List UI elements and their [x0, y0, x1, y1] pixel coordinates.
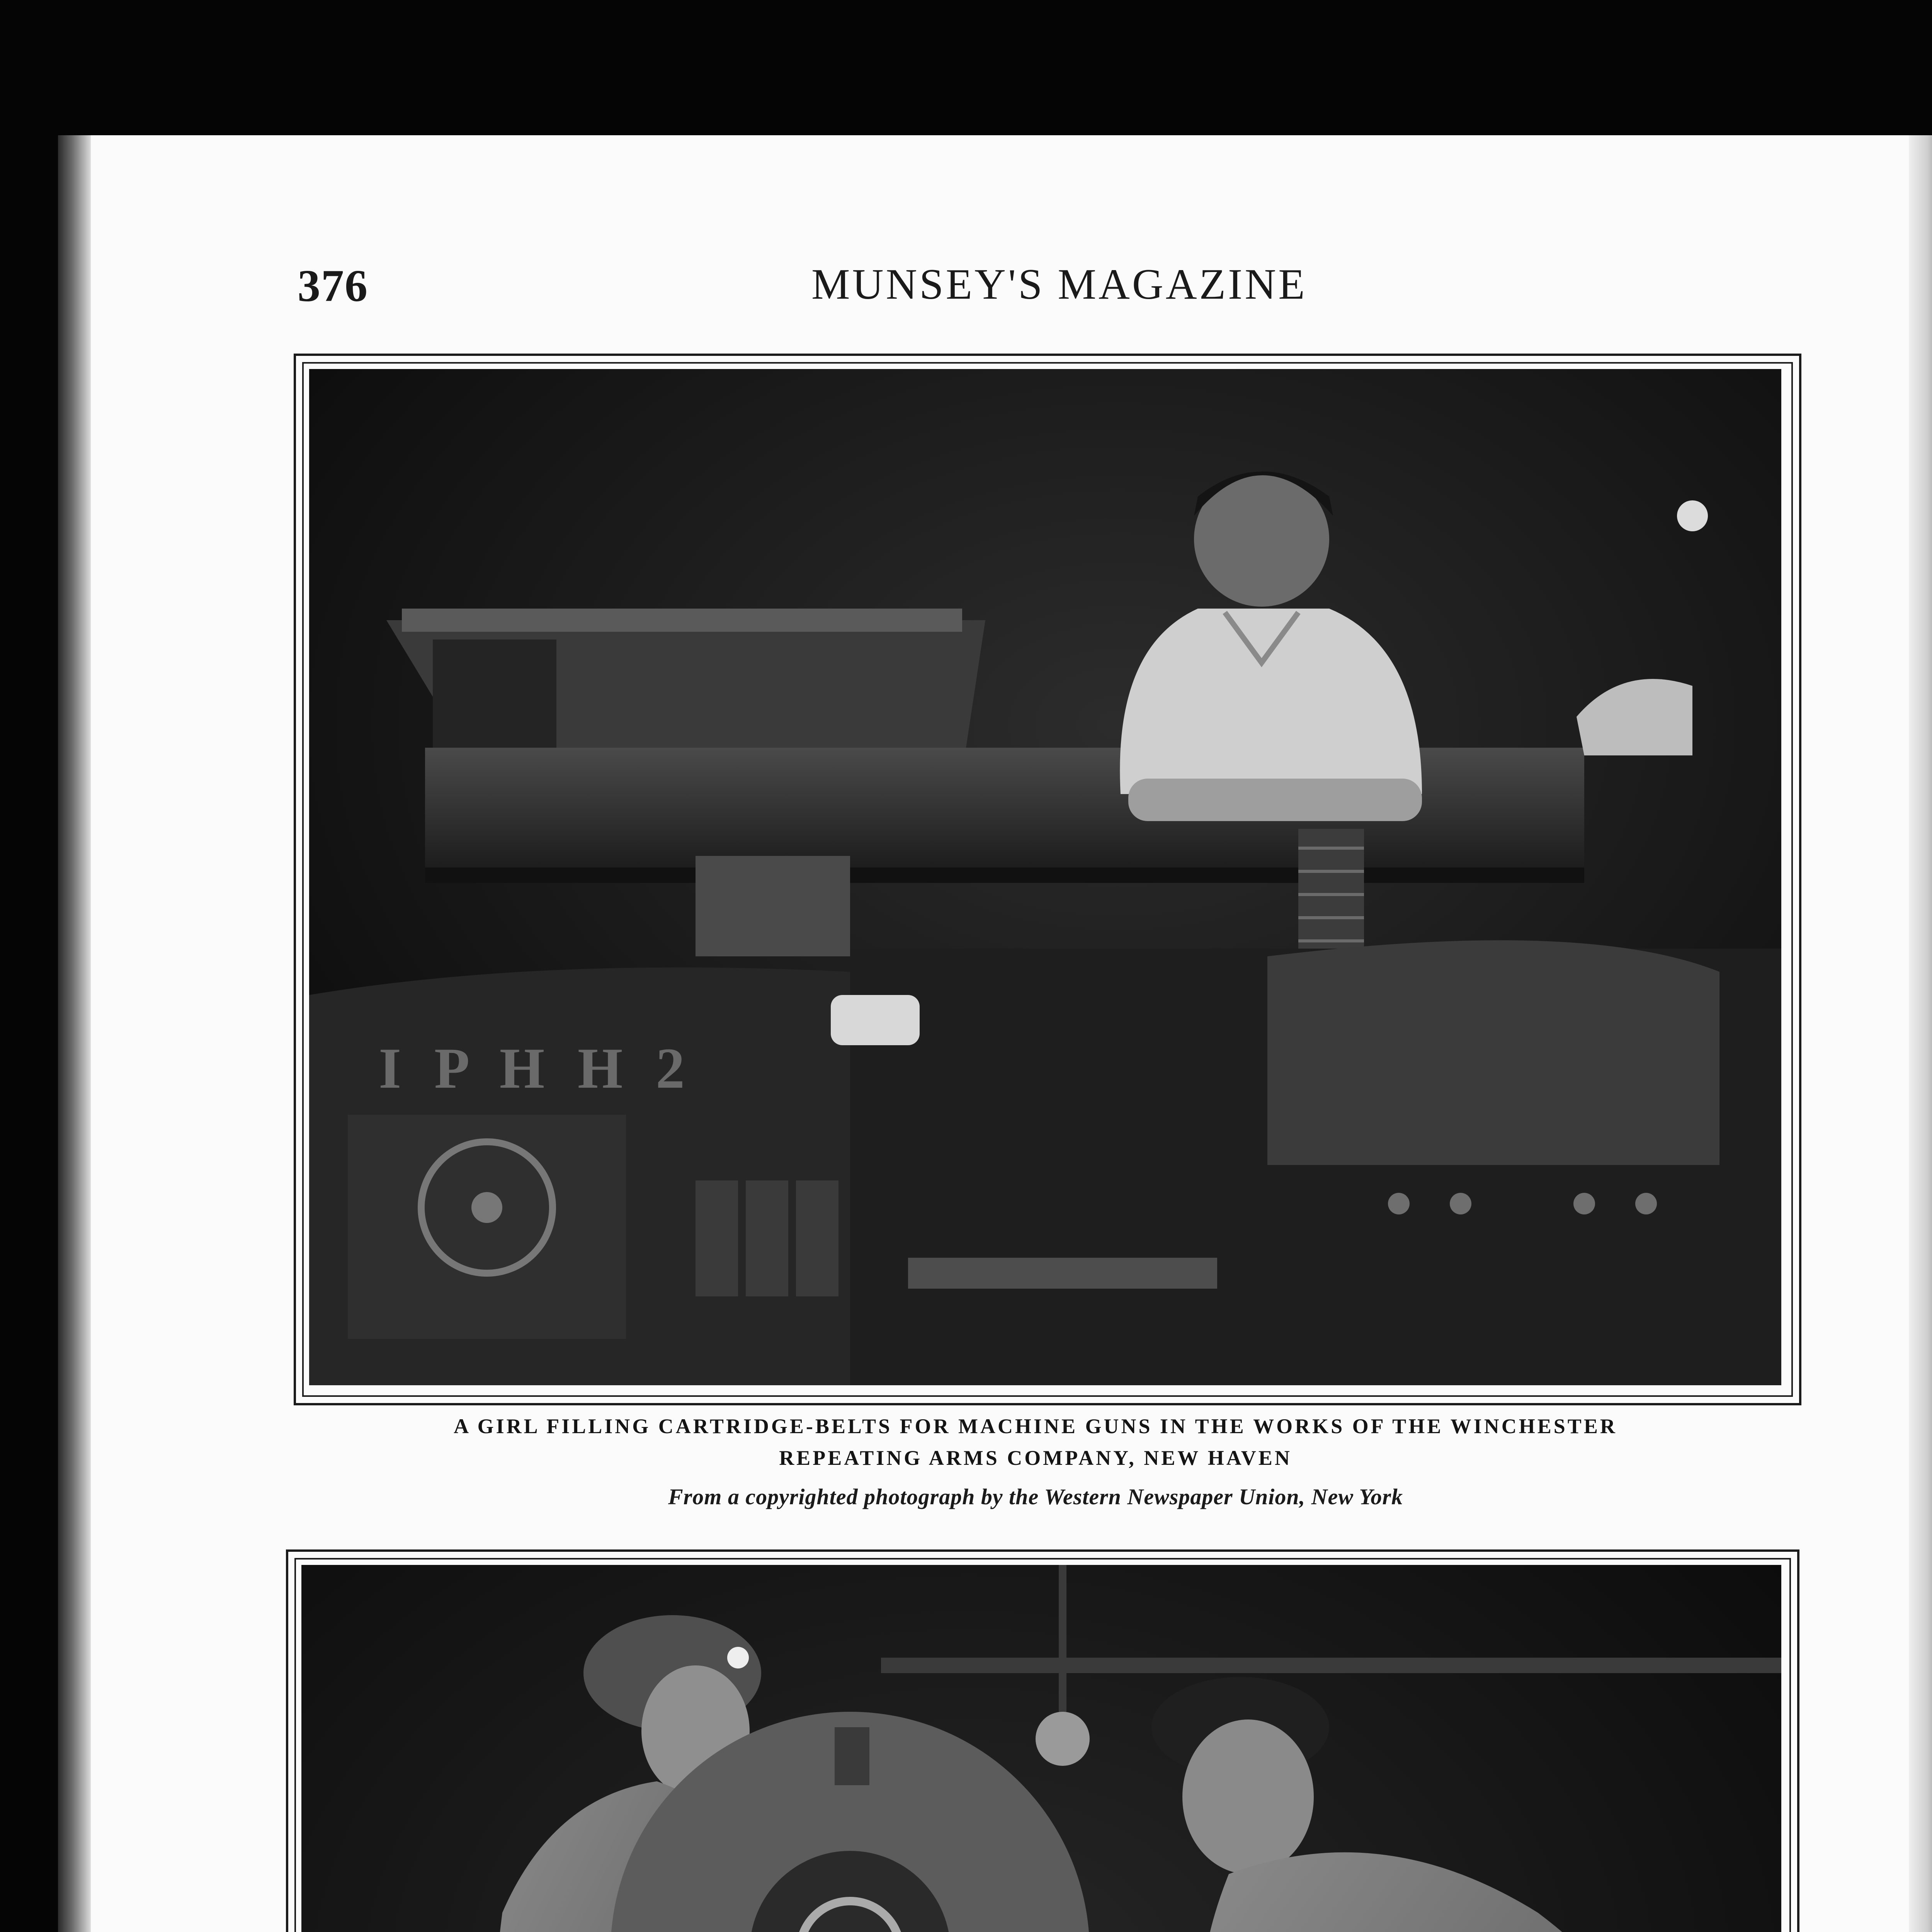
running-head: MUNSEY'S MAGAZINE [811, 260, 1307, 308]
photo-lathe-instruction [301, 1565, 1781, 1932]
photo-cartridge-belts-image [309, 369, 1781, 1385]
machine-marking: I P H H 2 [379, 1036, 694, 1100]
page-number: 376 [298, 260, 368, 311]
page-spine-shadow [58, 135, 93, 1932]
caption-1-line-1: A GIRL FILLING CARTRIDGE-BELTS FOR MACHINE GUNS IN THE WORKS OF THE WINCHESTER [454, 1415, 1617, 1438]
photo-cartridge-belts [309, 369, 1781, 1385]
photo-credit-1: From a copyrighted photograph by the Western Newspaper Union, New York [668, 1484, 1403, 1509]
page-gutter [1909, 135, 1932, 1932]
photo-lathe-instruction-image [301, 1565, 1781, 1932]
caption-1-line-2: REPEATING ARMS COMPANY, NEW HAVEN [779, 1446, 1292, 1469]
caption-1 [270, 1410, 1801, 1474]
